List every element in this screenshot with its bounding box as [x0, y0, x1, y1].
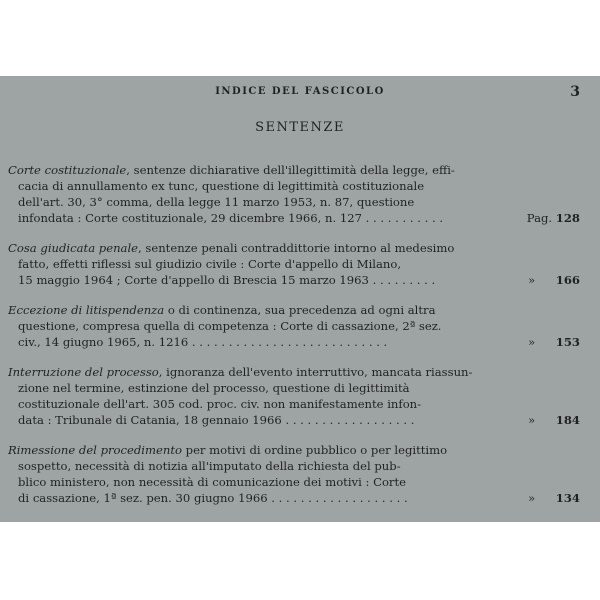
entry-text-line: dell'art. 30, 3° comma, della legge 11 marzo 1953, n. 87, questione: [18, 195, 415, 209]
ref-page: 128: [555, 211, 580, 225]
entry-text-line: costituzionale dell'art. 305 cod. proc. civ. non manifestamente infon-: [18, 397, 422, 411]
ref-page: 153: [555, 335, 580, 349]
entry-text-line: questione, compresa quella di competenza : Corte di cassazione, 2ª sez.: [18, 319, 442, 333]
page-reference: [528, 412, 580, 428]
entry-text-line: o di continenza, sua precedenza ad ogni altra: [164, 303, 436, 317]
book-page: [0, 76, 600, 522]
ref-page: 134: [555, 491, 580, 505]
ref-page: 166: [555, 273, 580, 287]
entry-text-line: , sentenze penali contraddittorie intorno al medesimo: [138, 241, 455, 255]
entry-text-line: cacia di annullamento ex tunc, questione di legittimità costituzionale: [18, 179, 425, 193]
entry-text-line: blico ministero, non necessità di comunicazione dei motivi : Corte: [18, 475, 406, 489]
entry-text-line: infondata : Corte costituzionale, 29 dicembre 1966, n. 127 . . . . . . . . . . .: [18, 211, 444, 225]
entry-title: Corte costituzionale: [8, 163, 127, 177]
entry-text-line: per motivi di ordine pubblico o per legittimo: [181, 443, 448, 457]
page-reference: [528, 272, 580, 288]
entry-text-line: , ignoranza dell'evento interruttivo, mancata riassun-: [158, 365, 473, 379]
ref-prefix: Pag.: [526, 211, 553, 225]
running-head: INDICE DEL FASCICOLO: [215, 86, 385, 97]
entry-text-line: fatto, effetti riflessi sul giudizio civile : Corte d'appello di Milano,: [18, 257, 402, 271]
page-reference: [528, 334, 580, 350]
page-number: 3: [570, 84, 580, 100]
entry-text-line: civ., 14 giugno 1965, n. 1216 . . . . . . . . . . . . . . . . . . . . . . . . . . .: [18, 335, 388, 349]
page-reference: [527, 210, 580, 226]
page-reference: [528, 490, 580, 506]
entry-title: Rimessione del procedimento: [8, 443, 182, 457]
ref-page: 184: [555, 413, 580, 427]
entry-text-line: data : Tribunale di Catania, 18 gennaio 1966 . . . . . . . . . . . . . . . . . .: [18, 413, 415, 427]
entry-title: Cosa giudicata penale: [8, 241, 139, 255]
ref-prefix: »: [528, 413, 536, 427]
entry-text-line: zione nel termine, estinzione del processo, questione di legittimità: [18, 381, 410, 395]
entry-text-line: , sentenze dichiarative dell'illegittimità della legge, effi-: [126, 163, 455, 177]
entry-text-line: di cassazione, 1ª sez. pen. 30 giugno 1966 . . . . . . . . . . . . . . . . . . .: [18, 491, 408, 505]
ref-prefix: »: [528, 491, 536, 505]
ref-prefix: »: [528, 273, 536, 287]
entry-title: Interruzione del processo: [8, 365, 159, 379]
entry-title: Eccezione di litispendenza: [8, 303, 165, 317]
entry-text-line: 15 maggio 1964 ; Corte d'appello di Brescia 15 marzo 1963 . . . . . . . . .: [18, 273, 436, 287]
ref-prefix: »: [528, 335, 536, 349]
section-title: SENTENZE: [255, 120, 345, 135]
entry-text-line: sospetto, necessità di notizia all'imputato della richiesta del pub-: [18, 459, 401, 473]
